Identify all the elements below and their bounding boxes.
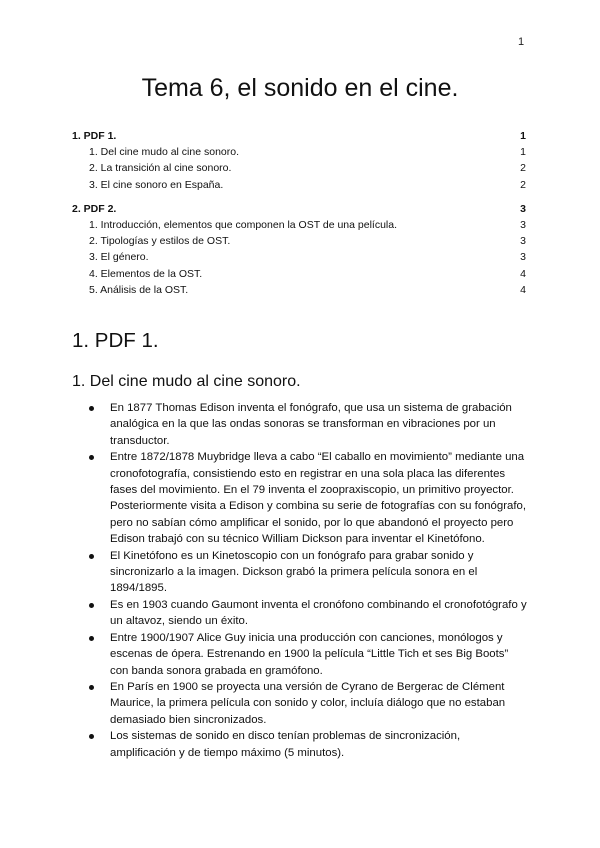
toc-subentry[interactable] [72, 233, 526, 249]
toc-subentry-label: 2. Tipologías y estilos de OST. [89, 235, 231, 248]
bullet-list [72, 400, 528, 761]
toc-subentry-page: 3 [520, 251, 526, 264]
bullet-icon [89, 603, 94, 608]
toc-entry-label: 2. PDF 2. [72, 202, 117, 215]
toc-entry-page: 1 [520, 130, 526, 142]
list-item [72, 548, 528, 597]
toc-subentry-page: 1 [520, 146, 526, 159]
toc-subentry[interactable] [72, 177, 526, 193]
toc-subentry-label: 1. Introducción, elementos que componen la OST de una película. [89, 218, 398, 231]
toc-entry-label: 1. PDF 1. [72, 130, 117, 142]
toc-subentry-label: 2. La transición al cine sonoro. [89, 162, 232, 175]
toc-subentry-page: 3 [520, 218, 526, 231]
toc-subentry-page: 2 [520, 162, 526, 175]
bullet-icon [89, 455, 94, 460]
section-heading: 1. PDF 1. [72, 329, 159, 352]
toc-entry[interactable] [72, 128, 526, 144]
toc-subentry-label: 3. El género. [89, 251, 149, 264]
list-item-text: Entre 1900/1907 Alice Guy inicia una producción con canciones, monólogos y escenas de ópera. Estrenando en 1900 la película “Little Tich et ses Big Boots” con banda sonora grabada en gramófono. [110, 631, 509, 677]
bullet-icon [89, 685, 94, 690]
bullet-icon [89, 406, 94, 411]
toc-subentry-page: 4 [520, 283, 526, 296]
page-number: 1 [518, 36, 525, 48]
table-of-contents [72, 128, 526, 306]
toc-subentry-page: 3 [520, 235, 526, 248]
list-item [72, 679, 528, 728]
toc-subentry-label: 3. El cine sonoro en España. [89, 178, 224, 191]
bullet-icon [89, 554, 94, 559]
bullet-icon [89, 734, 94, 739]
list-item [72, 597, 528, 630]
subsection-heading: 1. Del cine mudo al cine sonoro. [72, 373, 301, 390]
bullet-icon [89, 636, 94, 641]
list-item-text: En París en 1900 se proyecta una versión de Cyrano de Bergerac de Clément Maurice, la primera película con sonido y color, incluía diálogo que no estaban demasiado bien sincronizados. [110, 680, 506, 726]
toc-subentry[interactable] [72, 282, 526, 298]
list-item [72, 400, 528, 449]
toc-subentry-label: 1. Del cine mudo al cine sonoro. [89, 146, 239, 159]
list-item-text: El Kinetófono es un Kinetoscopio con un fonógrafo para grabar sonido y sincronizarlo a la imagen. Dickson grabó la primera película sonora en el 1894/1895. [110, 549, 478, 595]
toc-subentry-label: 5. Análisis de la OST. [89, 283, 189, 296]
toc-subentry[interactable] [72, 217, 526, 233]
toc-section [72, 201, 526, 298]
toc-subentry-page: 4 [520, 267, 526, 280]
list-item-text: En 1877 Thomas Edison inventa el fonógrafo, que usa un sistema de grabación analógica en la que las ondas sonoras se transforman en vibraciones por un transductor. [110, 402, 512, 447]
toc-entry[interactable] [72, 201, 526, 217]
toc-subentry[interactable] [72, 249, 526, 265]
list-item [72, 449, 528, 547]
list-item-text: Es en 1903 cuando Gaumont inventa el cronófono combinando el cronofotógrafo y un altavoz, siendo un éxito. [110, 598, 527, 628]
list-item-text: Los sistemas de sonido en disco tenían problemas de sincronización, amplificación y de tiempo máximo (5 minutos). [110, 730, 461, 759]
toc-subentry-page: 2 [520, 178, 526, 191]
toc-section [72, 128, 526, 193]
list-item-text: Entre 1872/1878 Muybridge lleva a cabo “El caballo en movimiento” mediante una cronofotografía, consistiendo esto en registrar en una sola placa las diferentes fases del movimiento. En el 79 inventa el zoopraxiscopio, un primitivo proyector. Posteriormente visita a Edison y combina su serie de fotografías con su fonógrafo, pero no sabían cómo amplificar el sonido, por lo que abandonó el proyecto pero Edison trabajó con su técnico William Dickson para inventar el Kinetófono. [110, 451, 526, 546]
toc-entry-page: 3 [520, 202, 526, 215]
toc-subentry[interactable] [72, 144, 526, 160]
list-item [72, 630, 528, 679]
list-item [72, 728, 528, 761]
document-title: Tema 6, el sonido en el cine. [141, 74, 459, 102]
toc-subentry[interactable] [72, 266, 526, 282]
toc-subentry[interactable] [72, 160, 526, 176]
toc-subentry-label: 4. Elementos de la OST. [89, 267, 203, 280]
